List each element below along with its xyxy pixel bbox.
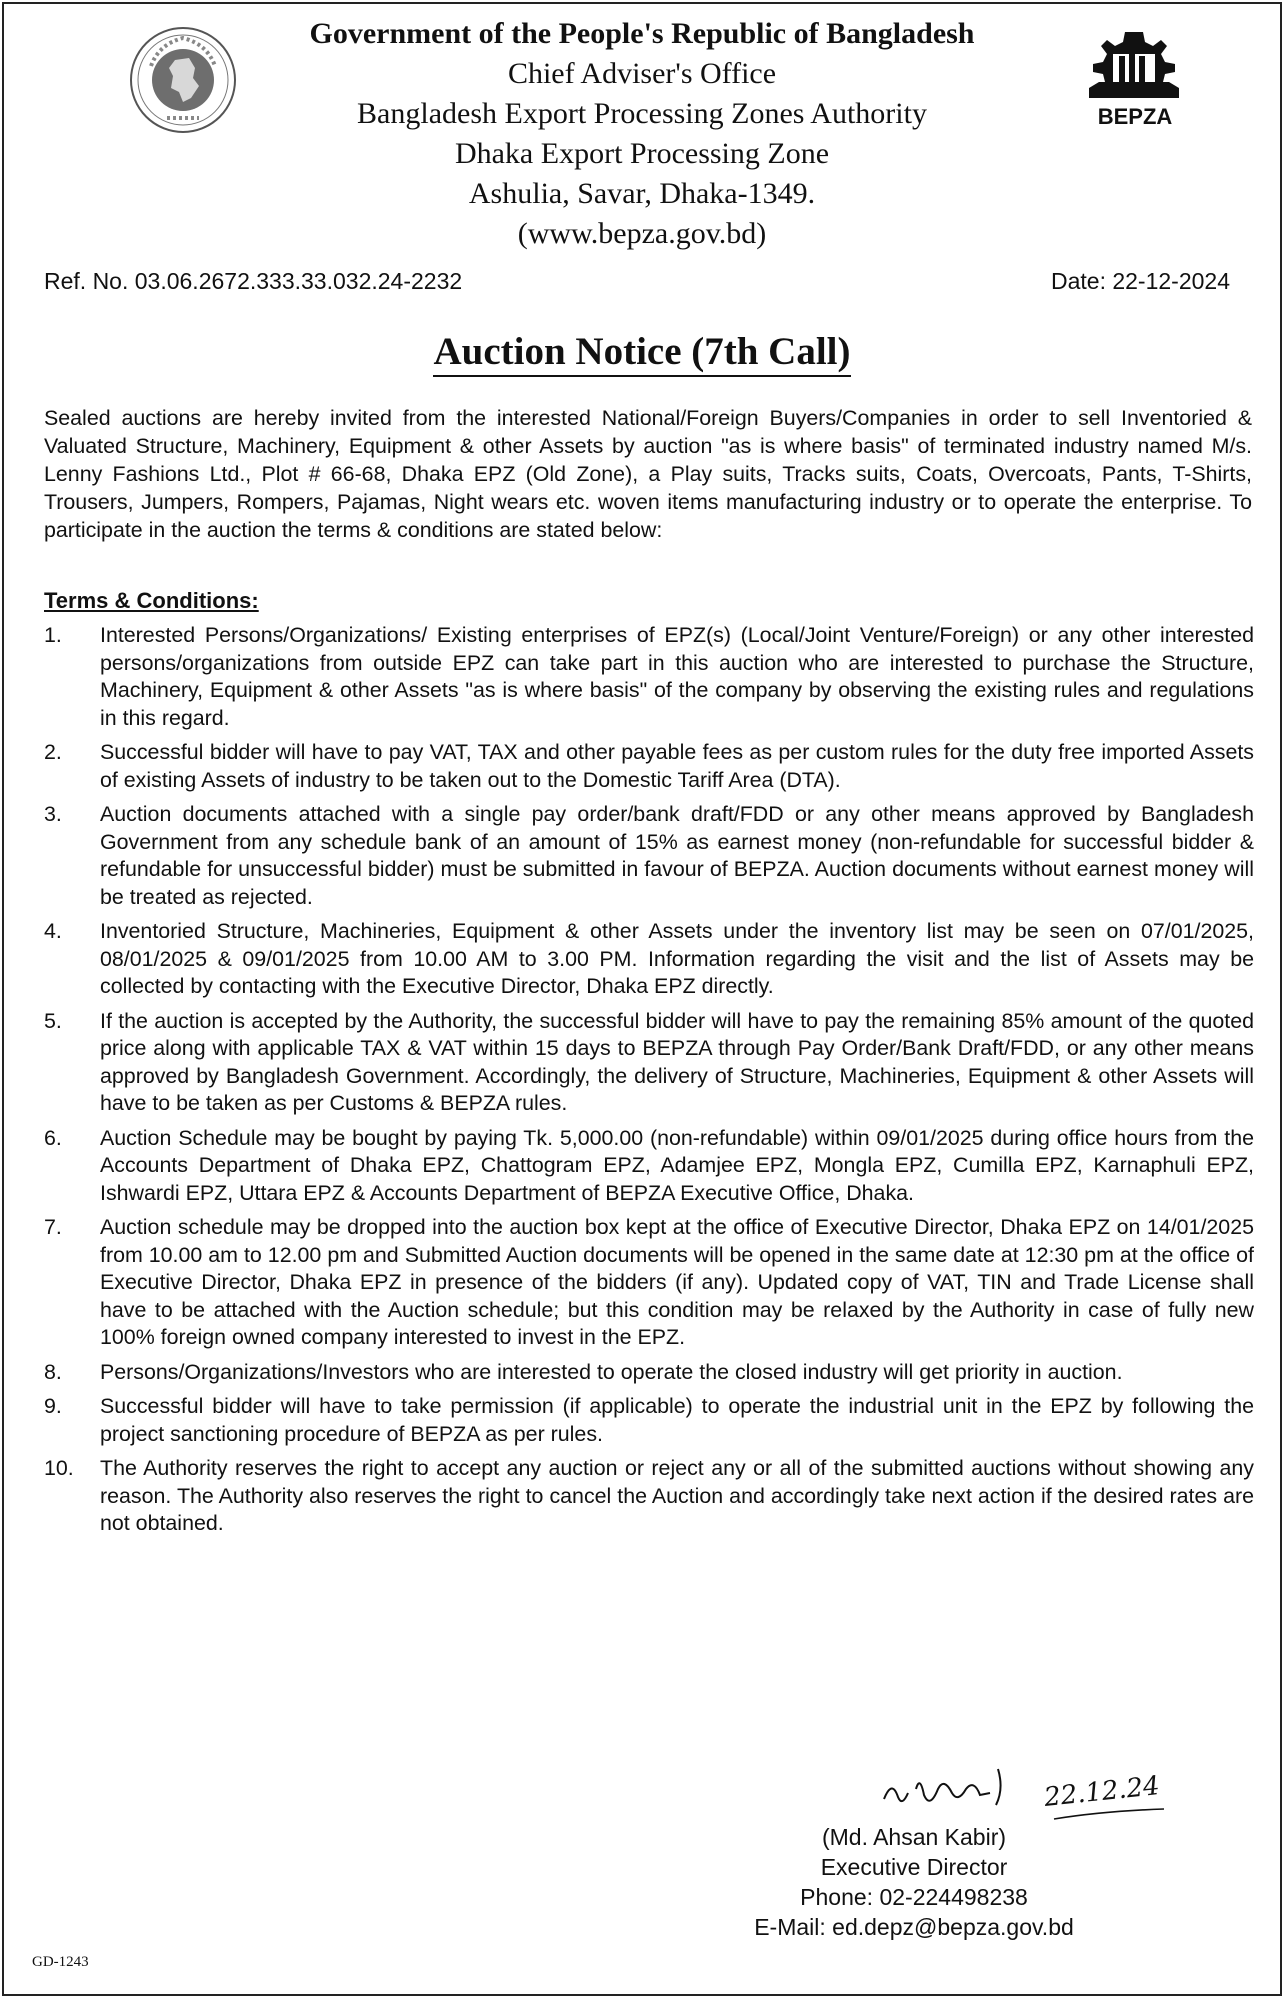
notice-document xyxy=(2,2,1282,1996)
letterhead xyxy=(4,14,1280,254)
term-item xyxy=(44,1214,1254,1352)
term-number: 2. xyxy=(44,740,62,764)
page-title-text: Auction Notice (7th Call) xyxy=(433,330,850,377)
bepza-logo-text: BEPZA xyxy=(1097,104,1173,129)
header-government: Government of the People's Republic of Bangladesh xyxy=(309,17,975,50)
term-text: Interested Persons/Organizations/ Existing enterprises of EPZ(s) (Local/Joint Venture/Foreign) or any other interested persons/organizations from outside EPZ can take part in this auction who are interested to purchase the Structure, Machinery, Equipment & other Assets "as is where basis" of the company by observing the existing rules and regulations in this regard. xyxy=(100,623,1254,730)
term-text: If the auction is accepted by the Authority, the successful bidder will have to pay the remaining 85% amount of the quoted price along with applicable TAX & VAT within 15 days to BEPZA through Pay Order/Bank Draft/FDD, or any other means approved by Bangladesh Government. Accordingly, the delivery of Structure, Machineries, Equipment & other Assets will have to be taken as per Customs & BEPZA rules. xyxy=(100,1008,1254,1115)
term-text: Persons/Organizations/Investors who are interested to operate the closed industry will get priority in auction. xyxy=(100,1359,1123,1384)
term-item xyxy=(44,1359,1254,1387)
terms-heading: Terms & Conditions: xyxy=(44,588,259,613)
term-item xyxy=(44,1125,1254,1208)
intro-paragraph: Sealed auctions are hereby invited from the interested National/Foreign Buyers/Companies in order to sell Inventoried & Valuated Structure, Machinery, Equipment & other Assets by auction "as is where basis" of terminated industry named M/s. Lenny Fashions Ltd., Plot # 66-68, Dhaka EPZ (Old Zone), a Play suits, Tracks suits, Coats, Overcoats, Pants, T-Shirts, Trousers, Jumpers, Rompers, Pajamas, Night wears etc. woven items manufacturing industry or to operate the enterprise. To participate in the auction the terms & conditions are stated below: xyxy=(44,406,1252,542)
signatory-designation: Executive Director xyxy=(820,1854,1008,1880)
term-number: 8. xyxy=(44,1359,62,1384)
term-number: 10. xyxy=(44,1456,74,1480)
term-item xyxy=(44,622,1254,732)
page-title xyxy=(4,329,1280,374)
term-item xyxy=(44,918,1254,1001)
signatory-email: E-Mail: ed.depz@bepza.gov.bd xyxy=(754,1914,1074,1940)
term-number: 9. xyxy=(44,1394,62,1418)
term-item xyxy=(44,1008,1254,1118)
term-text: Inventoried Structure, Machineries, Equipment & other Assets under the inventory list may be seen on 07/01/2025, 08/01/2025 & 09/01/2025 from 10.00 AM to 3.00 PM. Information regarding the visit and the list of Assets may be collected by contacting with the Executive Director, Dhaka EPZ directly. xyxy=(100,919,1254,998)
term-text: Auction schedule may be dropped into the auction box kept at the office of Executive Director, Dhaka EPZ on 14/01/2025 from 10.00 am to 12.00 pm and Submitted Auction documents will be opened in the same date at 12:30 pm at the office of Executive Director, Dhaka EPZ in presence of the bidders (if any). Updated copy of VAT, TIN and Trade License shall have to be attached with the Auction schedule; but this condition may be relaxed by the Authority in case of fully new 100% foreign owned company interested to invest in the EPZ. xyxy=(100,1215,1254,1349)
header-authority: Bangladesh Export Processing Zones Authority xyxy=(357,97,927,130)
signature-block xyxy=(744,1822,1084,1942)
footer-code: GD-1243 xyxy=(32,1954,89,1970)
header-address: Ashulia, Savar, Dhaka-1349. xyxy=(468,177,816,210)
term-number: 3. xyxy=(44,802,62,826)
term-number: 5. xyxy=(44,1008,62,1033)
term-item xyxy=(44,1455,1254,1538)
term-item xyxy=(44,801,1254,911)
term-item xyxy=(44,739,1254,794)
signatory-name: (Md. Ahsan Kabir) xyxy=(821,1824,1007,1850)
term-text: Auction documents attached with a single pay order/bank draft/FDD or any other means approved by Bangladesh Government from any schedule bank of an amount of 15% as earnest money (non-refundable for successful bidder & refundable for unsuccessful bidder) must be submitted in favour of BEPZA. Auction documents without earnest money will be treated as rejected. xyxy=(100,802,1254,909)
term-number: 6. xyxy=(44,1125,62,1150)
term-text: Successful bidder will have to take permission (if applicable) to operate the industrial unit in the EPZ by following the project sanctioning procedure of BEPZA as per rules. xyxy=(100,1394,1254,1446)
handwritten-date: 22.12.24 xyxy=(1042,1771,1162,1813)
term-number: 4. xyxy=(44,919,62,943)
signatory-phone: Phone: 02-224498238 xyxy=(800,1884,1028,1910)
header-office: Chief Adviser's Office xyxy=(507,57,777,90)
term-number: 7. xyxy=(44,1215,62,1239)
term-text: Successful bidder will have to pay VAT, TAX and other payable fees as per custom rules for the duty free imported Assets of existing Assets of industry to be taken out to the Domestic Tariff Area (DTA). xyxy=(100,740,1254,792)
notice-date: Date: 22-12-2024 xyxy=(1050,268,1230,294)
term-item xyxy=(44,1393,1254,1448)
reference-number: Ref. No. 03.06.2672.333.33.032.24-2232 xyxy=(44,268,463,294)
header-website: (www.bepza.gov.bd) xyxy=(517,217,767,250)
term-text: The Authority reserves the right to accept any auction or reject any or all of the submitted auctions without showing any reason. The Authority also reserves the right to cancel the Auction and accordingly take next action if the desired rates are not obtained. xyxy=(100,1456,1254,1535)
header-zone: Dhaka Export Processing Zone xyxy=(454,137,830,170)
term-number: 1. xyxy=(44,623,62,647)
terms-list xyxy=(44,622,1254,1545)
term-text: Auction Schedule may be bought by paying Tk. 5,000.00 (non-refundable) within 09/01/2025 during office hours from the Accounts Department of Dhaka EPZ, Chattogram EPZ, Adamjee EPZ, Mongla EPZ, Cumilla EPZ, Karnaphuli EPZ, Ishwardi EPZ, Uttara EPZ & Accounts Department of BEPZA Executive Office, Dhaka. xyxy=(100,1125,1254,1205)
